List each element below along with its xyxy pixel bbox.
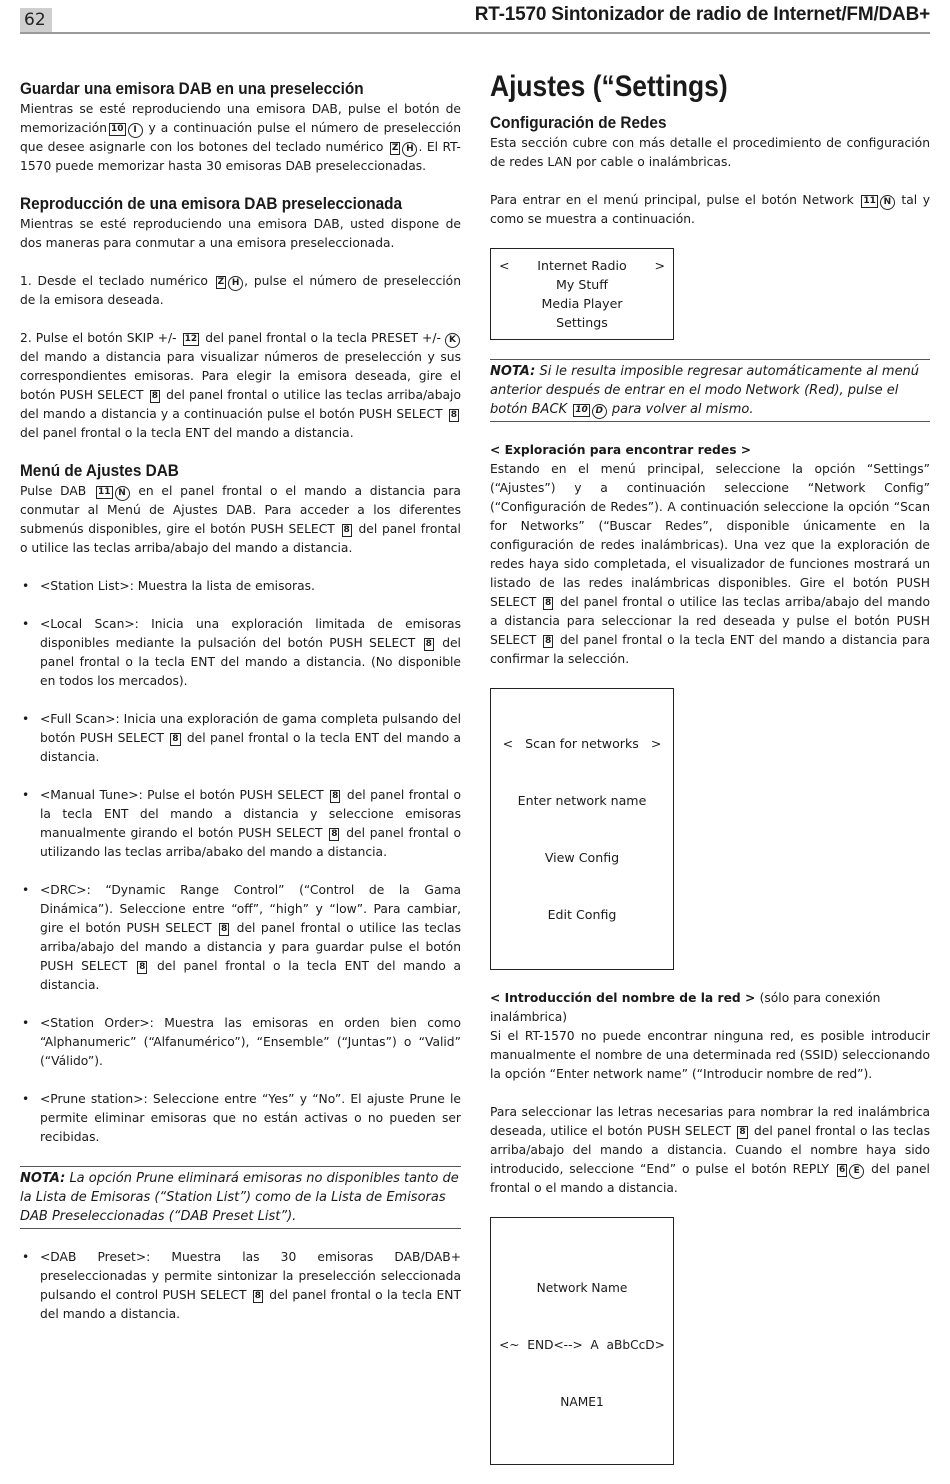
paragraph-play-preset-step1: 1. Desde el teclado numérico Z H , pulse el número de preselección de la emisora deseada. xyxy=(20,274,461,307)
key-badge: Z xyxy=(217,277,225,287)
key-badge: 10 xyxy=(575,405,588,415)
header-divider xyxy=(20,32,930,34)
key-badge: 8 xyxy=(254,1291,262,1301)
display-network-name-entry xyxy=(490,1217,674,1465)
key-badge: 8 xyxy=(220,924,228,934)
subsection-title-network-config: Configuración de Redes xyxy=(490,114,667,132)
list-item: • <Prune station>: Seleccione entre “Yes” y “No”. El ajuste Prune le permite eliminar emisoras que no están activas o no pueden ser recibidas. xyxy=(20,1090,461,1147)
paragraph-enter-network-name: Si el RT-1570 no puede encontrar ninguna red, es posible introducir manualmente el nombre de una determinada red (SSID) seleccionando la opción “Enter network name” (“Introducir nombre de red”). xyxy=(490,1029,930,1081)
key-badge: 11 xyxy=(98,487,111,497)
remote-key-badge: I xyxy=(128,123,143,138)
section-title-play-preset: Reproducción de una emisora DAB preseleccionada xyxy=(20,195,403,213)
key-badge: Z xyxy=(391,143,399,153)
right-column xyxy=(490,70,930,1484)
list-item: • <Local Scan>: Inicia una exploración limitada de emisoras disponibles mediante la pulsación del botón PUSH SELECT 8 del panel frontal o la tecla ENT del mando a distancia. (No disponible en todos los mercados). xyxy=(20,615,461,691)
key-badge: 8 xyxy=(331,829,338,839)
entry-row-name: NAME1 xyxy=(560,1395,604,1409)
key-badge: 8 xyxy=(343,525,350,535)
entry-row-characters: <~ END<--> A aBbCcD> xyxy=(499,1338,665,1352)
paragraph-store-preset: Mientras se esté reproduciendo una emisora DAB, pulse el botón de memorización 10 I y a continuación pulse el número de preselección que desee asignarle con los botones del teclado numérico Z H . El RT-1570 puede memorizar hasta 30 emisoras DAB preseleccionadas. xyxy=(20,102,461,173)
key-badge: 8 xyxy=(425,639,432,649)
dab-settings-list xyxy=(20,577,461,1147)
paragraph-play-preset-step2: 2. Pulse el botón SKIP +/- 12 del panel frontal o la tecla PRESET +/- K del mando a distancia para visualizar números de preselección y sus correspondientes emisoras. Para elegir la emisora deseada, gire el botón PUSH SELECT 8 del panel frontal o utilice las teclas arriba/abajo del mando a distancia y a continuación pulse el botón PUSH SELECT 8 del panel frontal o la tecla ENT del mando a distancia. xyxy=(20,331,461,440)
list-item: • <Station List>: Muestra la lista de emisoras. xyxy=(20,577,461,596)
menu-row-settings: Settings xyxy=(556,315,608,330)
menu-row-media-player: Media Player xyxy=(541,296,623,311)
paragraph-network-intro: Esta sección cubre con más detalle el procedimiento de configuración de redes LAN por cable o inalámbricas. xyxy=(490,136,930,169)
menu-row-edit-config: Edit Config xyxy=(547,907,617,922)
display-network-menu xyxy=(490,688,674,970)
key-badge: 8 xyxy=(545,598,552,608)
key-badge: 12 xyxy=(184,334,198,344)
key-badge: 6 xyxy=(838,1165,846,1175)
note-prune: NOTA: La opción Prune eliminará emisoras no disponibles tanto de la Lista de Emisoras (“Station List”) como de la Lista de Emisoras DAB Preseleccionadas (“DAB Preset List”). xyxy=(20,1166,461,1229)
key-badge: 10 xyxy=(111,124,124,134)
paragraph-play-preset-intro: Mientras se esté reproduciendo una emisora DAB, usted dispone de dos maneras para conmutar a una emisora preseleccionada. xyxy=(20,217,461,250)
menu-row-view-config: View Config xyxy=(544,850,620,865)
remote-key-badge: D xyxy=(592,404,607,419)
list-item: • <DAB Preset>: Muestra las 30 emisoras DAB/DAB+ preseleccionadas y permite sintonizar la preselección seleccionada pulsando el control PUSH SELECT 8 del panel frontal o la tecla ENT del mando a distancia. xyxy=(20,1248,461,1324)
menu-row-enter-network-name: Enter network name xyxy=(517,793,647,808)
dab-settings-list-continued xyxy=(20,1248,461,1324)
menu-row-my-stuff: My Stuff xyxy=(556,277,608,292)
paragraph-network-enter: Para entrar en el menú principal, pulse el botón Network 11 N tal y como se muestra a continuación. xyxy=(490,193,930,226)
heading-enter-network-name: < Introducción del nombre de la red > (sólo para conexión inalámbrica) xyxy=(490,991,881,1024)
list-item: • <DRC>: “Dynamic Range Control” (“Control de la Gama Dinámica”). Seleccione entre “off”, “high” y “low”. Para cambiar, gire el botón PUSH SELECT 8 del panel frontal o utilice las teclas arriba/abajo del mando a distancia y para guardar pulse el botón PUSH SELECT 8 del panel frontal o la tecla ENT del mando a distancia. xyxy=(20,881,461,995)
right-arrow-glyph: > xyxy=(654,258,665,273)
display-main-menu xyxy=(490,248,674,340)
note-network-back: NOTA: Si le resulta imposible regresar automáticamente al menú anterior después de entrar en el modo Network (Red), pulse el botón BACK 10 D para volver al mismo. xyxy=(490,359,930,422)
key-badge: 8 xyxy=(172,734,179,744)
left-arrow-glyph: < xyxy=(499,258,510,273)
remote-key-badge: H xyxy=(402,142,417,157)
section-title-dab-settings: Menú de Ajustes DAB xyxy=(20,462,179,480)
key-badge: 8 xyxy=(151,391,158,401)
remote-key-badge: N xyxy=(880,195,895,210)
key-badge: 8 xyxy=(739,1127,746,1137)
page-header-title: RT-1570 Sintonizador de radio de Internet/FM/DAB+ xyxy=(474,4,930,25)
paragraph-scan-networks: Estando en el menú principal, seleccione la opción “Settings” (“Ajustes”) y a continuación seleccione “Network Config” (“Configuración de Redes”). A continuación seleccione la opción “Scan for Networks” (“Buscar Redes”, disponible únicamente en la configuración de redes inalámbricas). Una vez que la exploración de redes haya sido completada, el visualizador de funciones mostrará un listado de las redes inalámbricas disponibles. Gire el botón PUSH SELECT 8 del panel frontal o utilice las teclas arriba/abajo del mando a distancia para seleccionar la red deseada y pulse el botón PUSH SELECT 8 del panel frontal o la tecla ENT del mando a distancia para confirmar la selección. xyxy=(490,462,930,666)
menu-row-internet-radio: < Internet Radio > xyxy=(499,258,665,273)
remote-key-badge: E xyxy=(849,1164,864,1179)
list-item: • <Manual Tune>: Pulse el botón PUSH SELECT 8 del panel frontal o la tecla ENT del mando a distancia y seleccione emisoras manualmente girando el botón PUSH SELECT 8 del panel frontal o utilizando las teclas arriba/abako del mando a distancia. xyxy=(20,786,461,862)
section-title-store-preset: Guardar una emisora DAB en una preselección xyxy=(20,80,364,98)
list-item: • <Full Scan>: Inicia una exploración de gama completa pulsando del botón PUSH SELECT 8 del panel frontal o la tecla ENT del mando a distancia. xyxy=(20,710,461,767)
remote-key-badge: H xyxy=(228,276,243,291)
remote-key-badge: N xyxy=(115,486,130,501)
left-column xyxy=(20,70,461,1343)
section-title-settings: Ajustes (“Settings) xyxy=(490,70,728,103)
remote-key-badge: K xyxy=(445,333,460,348)
menu-row-scan-for-networks: < Scan for networks > xyxy=(502,736,662,751)
key-badge: 11 xyxy=(863,196,876,206)
list-item: • <Station Order>: Muestra las emisoras en orden bien como “Alphanumeric” (“Alfanumérico”), “Ensemble” (“Juntas”) o “Valid” (“Válido”). xyxy=(20,1014,461,1071)
key-badge: 8 xyxy=(450,410,457,420)
entry-row-title: Network Name xyxy=(536,1281,628,1295)
key-badge: 8 xyxy=(139,962,146,972)
paragraph-select-letters: Para seleccionar las letras necesarias para nombrar la red inalámbrica deseada, utilice el botón PUSH SELECT 8 del panel frontal o las teclas arriba/abajo del mando a distancia. Cuando el nombre haya sido introducido, seleccione “End” o pulse el botón REPLY 6 E del panel frontal o el mando a distancia. xyxy=(490,1105,930,1195)
page-number: 62 xyxy=(20,8,52,32)
key-badge: 8 xyxy=(544,636,552,646)
heading-scan-networks: < Exploración para encontrar redes > xyxy=(490,443,752,457)
key-badge: 8 xyxy=(332,791,339,801)
paragraph-dab-settings: Pulse DAB 11 N en el panel frontal o el mando a distancia para conmutar al Menú de Ajustes DAB. Para acceder a los diferentes submenús disponibles, gire el botón PUSH SELECT 8 del panel frontal o utilice las teclas arriba/abajo del mando a distancia. xyxy=(20,484,461,555)
